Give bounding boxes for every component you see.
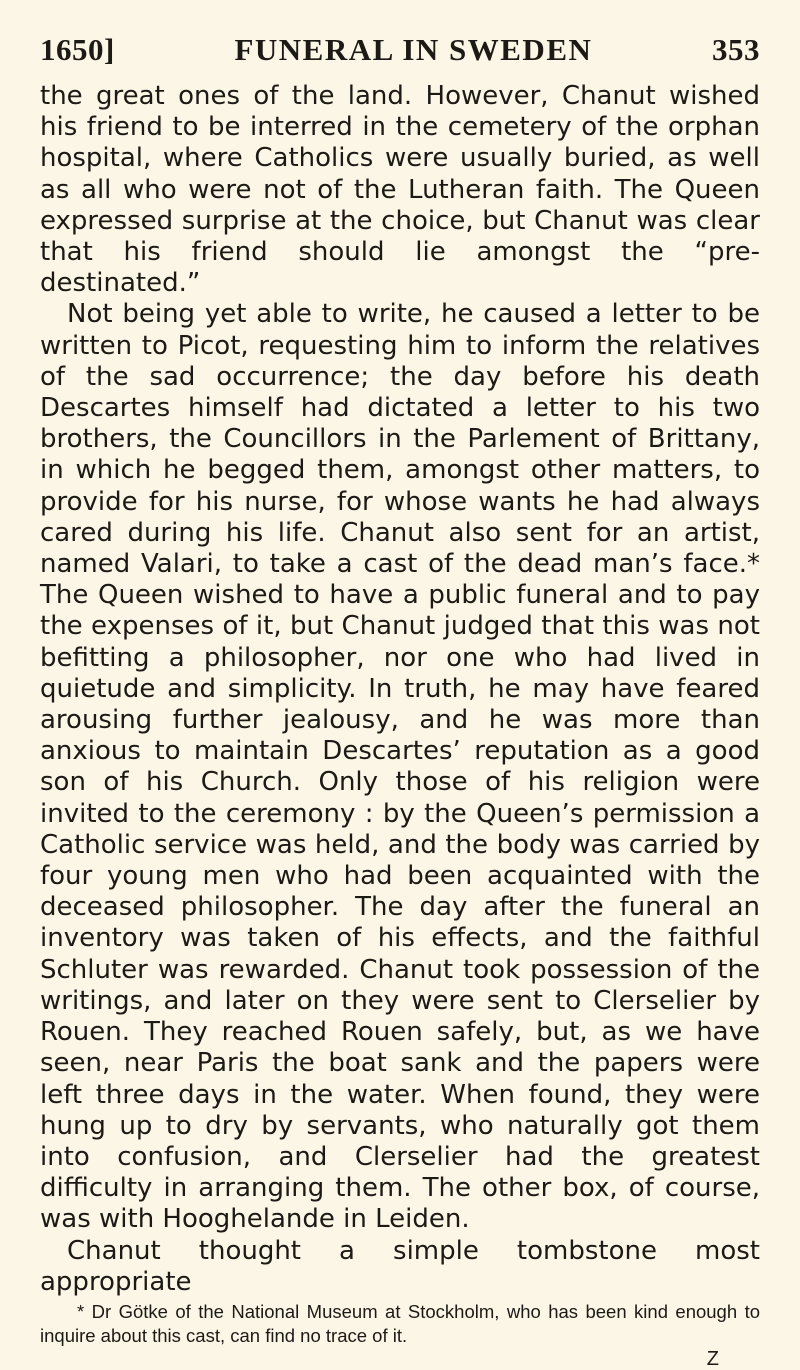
footnote: * Dr Götke of the National Museum at Stockholm, who has been kind enough to inquire about this cast, can find no trace of it. xyxy=(40,1300,760,1346)
page-number: 353 xyxy=(712,32,760,67)
paragraph-continued: the great ones of the land. However, Chanut wished his friend to be interred in the cemetery of the orphan hospital, where Catholics were usually buried, as well as all who were not of the Lutheran faith. The Queen expressed surprise at the choice, but Chanut was clear that his friend should lie amongst the “pre-destinated.” xyxy=(40,81,760,299)
body-text xyxy=(40,81,760,1298)
paragraph-last: Chanut thought a simple tombstone most appropriate xyxy=(40,1235,760,1297)
book-page xyxy=(40,30,760,1370)
running-head xyxy=(40,30,760,78)
paragraph: Not being yet able to write, he caused a letter to be written to Picot, requesting him to inform the relatives of the sad occurrence; the day before his death Descartes himself had dictated a letter to his two brothers, the Councillors in the Parlement of Brittany, in which he begged them, amongst other matters, to provide for his nurse, for whose wants he had always cared during his life. Chanut also sent for an artist, named Valari, to take a cast of the dead man’s face.* The Queen wished to have a public funeral and to pay the expenses of it, but Chanut judged that this was not befitting a philosopher, nor one who had lived in quietude and simplicity. In truth, he may have feared arousing further jealousy, and he was more than anxious to maintain Descartes’ reputation as a good son of his Church. Only those of his religion were invited to the ceremony : by the Queen’s permission a Catholic service was held, and the body was carried by four young men who had been acquainted with the deceased philosopher. The day after the funeral an inventory was taken of his effects, and the faithful Schluter was rewarded. Chanut took possession of the writings, and later on they were sent to Clerselier by Rouen. They reached Rouen safely, but, as we have seen, near Paris the boat sank and the papers were left three days in the water. When found, they were hung up to dry by servants, who naturally got them into confusion, and Clerselier had the greatest difficulty in arranging them. The other box, of course, was with Hooghelande in Leiden. xyxy=(40,299,760,1235)
running-head-year: 1650] xyxy=(40,32,115,67)
signature-mark: Z xyxy=(706,1347,719,1370)
running-head-title: FUNERAL IN SWEDEN xyxy=(234,32,593,67)
